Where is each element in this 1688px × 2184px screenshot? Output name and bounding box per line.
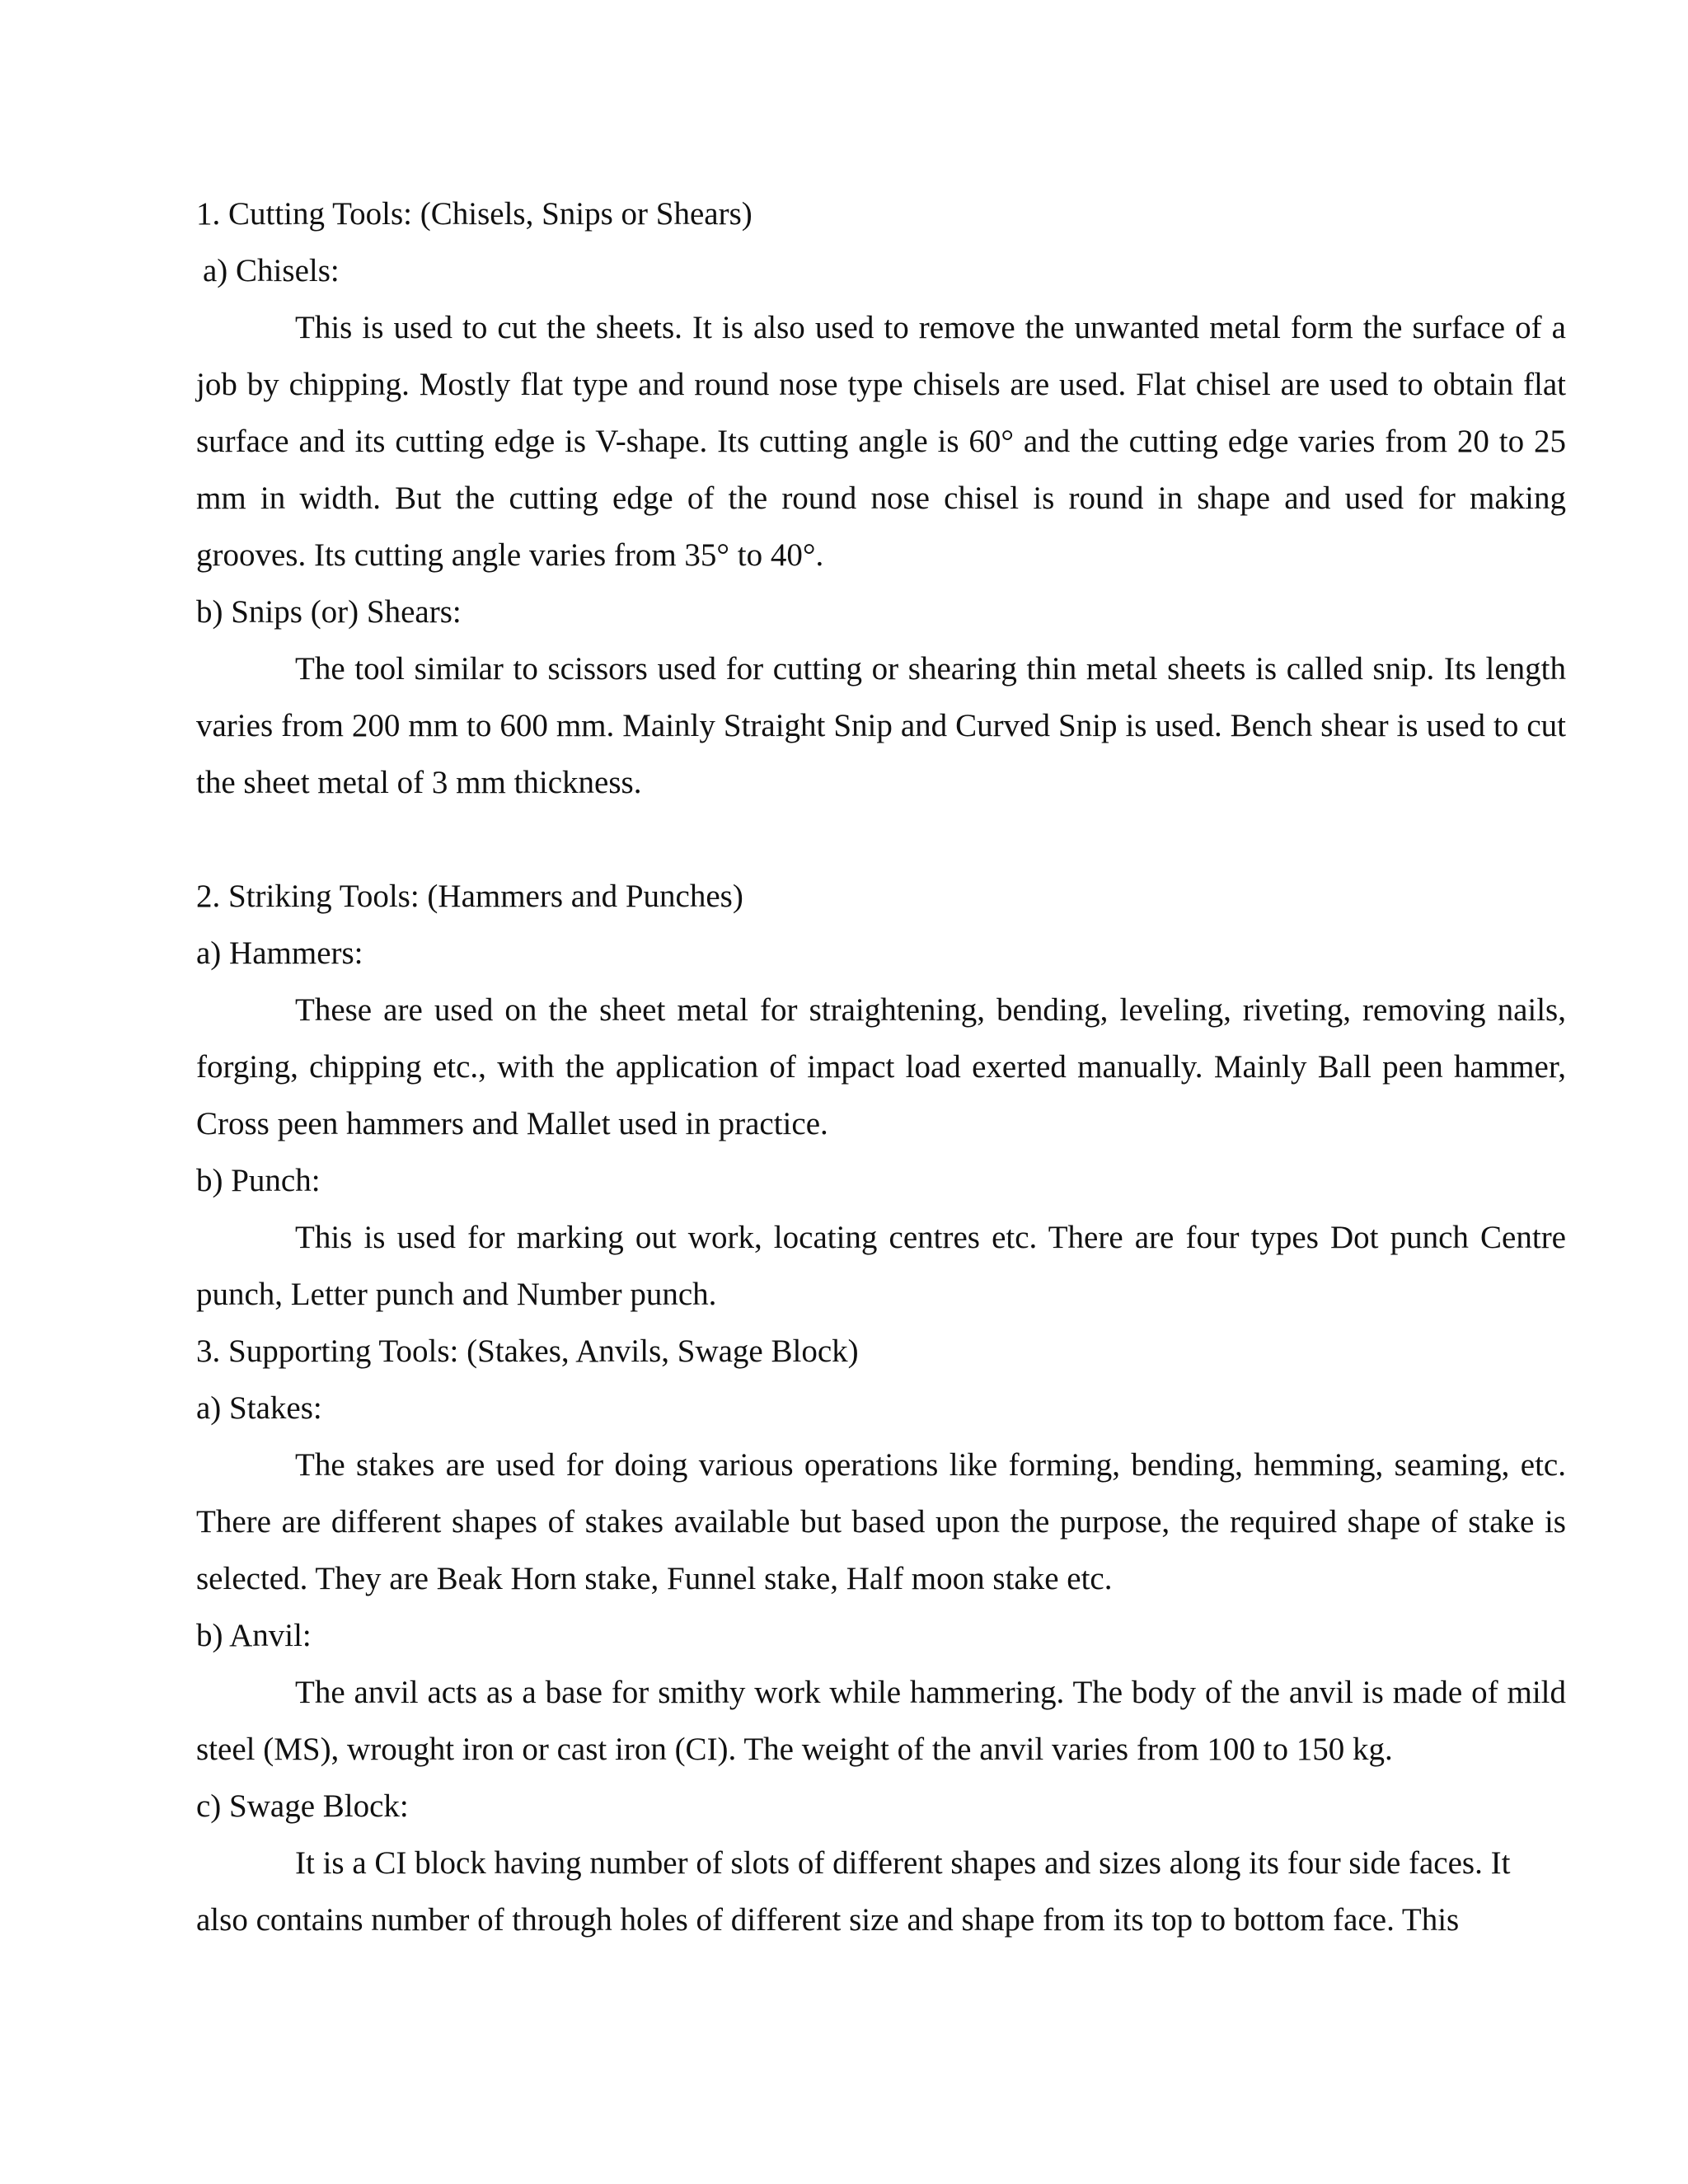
paragraph-anvil: The anvil acts as a base for smithy work while hammering. The body of the anvil is made of mild steel (MS), wrought iron or cast iron (CI). The weight of the anvil varies from 100 to 150 kg.: [196, 1675, 1566, 1767]
subheading-swage-block: c) Swage Block:: [196, 1788, 409, 1824]
subheading-hammers: a) Hammers:: [196, 935, 363, 971]
document-body: [196, 185, 1566, 1948]
subheading-snips-shears: b) Snips (or) Shears:: [196, 594, 462, 630]
subheading-chisels: a) Chisels:: [203, 253, 340, 288]
paragraph-chisels: This is used to cut the sheets. It is also used to remove the unwanted metal form the surface of a job by chipping. Mostly flat type and round nose type chisels are used. Flat chisel are used to obtain flat surface and its cutting edge is V-shape. Its cutting angle is 60° and the cutting edge varies from 20 to 25 mm in width. But the cutting edge of the round nose chisel is round in shape and used for making grooves. Its cutting angle varies from 35° to 40°.: [196, 310, 1566, 573]
section-heading-supporting-tools: 3. Supporting Tools: (Stakes, Anvils, Swage Block): [196, 1333, 859, 1369]
subheading-stakes: a) Stakes:: [196, 1390, 322, 1426]
paragraph-snips-shears: The tool similar to scissors used for cutting or shearing thin metal sheets is called snip. Its length varies from 200 mm to 600 mm. Mainly Straight Snip and Curved Snip is used. Bench shear is used to cut the sheet metal of 3 mm thickness.: [196, 651, 1566, 800]
subheading-anvil: b) Anvil:: [196, 1618, 312, 1653]
section-heading-striking-tools: 2. Striking Tools: (Hammers and Punches): [196, 879, 743, 914]
paragraph-hammers: These are used on the sheet metal for straightening, bending, leveling, riveting, removing nails, forging, chipping etc., with the application of impact load exerted manually. Mainly Ball peen hammer, Cross peen hammers and Mallet used in practice.: [196, 992, 1566, 1141]
paragraph-punch: This is used for marking out work, locating centres etc. There are four types Dot punch Centre punch, Letter punch and Number punch.: [196, 1220, 1566, 1312]
subheading-punch: b) Punch:: [196, 1163, 321, 1198]
section-heading-cutting-tools: 1. Cutting Tools: (Chisels, Snips or Shears): [196, 196, 753, 232]
paragraph-stakes: The stakes are used for doing various operations like forming, bending, hemming, seaming, etc. There are different shapes of stakes available but based upon the purpose, the required shape of stake is selected. They are Beak Horn stake, Funnel stake, Half moon stake etc.: [196, 1447, 1566, 1596]
section-gap: [196, 811, 1566, 868]
paragraph-swage-block: It is a CI block having number of slots of different shapes and sizes along its four side faces. It also contains number of through holes of different size and shape from its top to bottom face. This: [196, 1845, 1511, 1938]
